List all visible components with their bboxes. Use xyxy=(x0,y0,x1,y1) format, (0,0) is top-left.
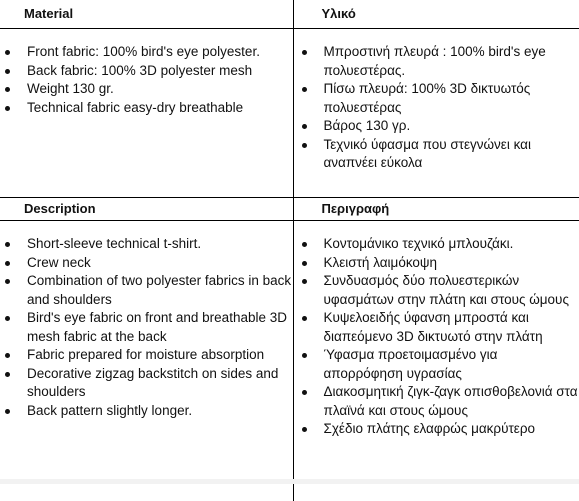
list-item: Bird's eye fabric on front and breathable 3D mesh fabric at the back xyxy=(0,309,293,346)
list-item: Συνδυασμός δύο πολυεστερικών υφασμάτων στην πλάτη και στους ώμους xyxy=(294,272,579,309)
list-item: Κλειστή λαιμόκοψη xyxy=(294,254,579,273)
material-cell-en xyxy=(0,29,293,198)
list-item: Βάρος 130 γρ. xyxy=(294,117,579,136)
list-item: Weight 130 gr. xyxy=(0,80,293,99)
list-item: Short-sleeve technical t-shirt. xyxy=(0,235,293,254)
list-item: Ύφασμα προετοιμασμένο για απορρόφηση υγρασίας xyxy=(294,346,579,383)
material-header-row xyxy=(0,0,579,29)
description-list-en xyxy=(0,235,293,420)
list-item: Διακοσμητική ζιγκ-ζαγκ οπισθοβελονιά στα πλαϊνά και στους ώμους xyxy=(294,383,579,420)
list-item: Back fabric: 100% 3D polyester mesh xyxy=(0,62,293,81)
material-list-gr xyxy=(294,43,579,173)
description-header-row xyxy=(0,198,579,221)
description-list-gr xyxy=(294,235,579,439)
list-item: Technical fabric easy-dry breathable xyxy=(0,99,293,118)
list-item: Fabric prepared for moisture absorption xyxy=(0,346,293,365)
list-item: Τεχνικό ύφασμα που στεγνώνει και αναπνέει εύκολα xyxy=(294,136,579,173)
list-item: Κυψελοειδής ύφανση μπροστά και διαπεόμενο 3D δικτυωτό στην πλάτη xyxy=(294,309,579,346)
page-bottom-edge xyxy=(0,479,579,484)
description-cell-en xyxy=(0,221,293,501)
list-item: Front fabric: 100% bird's eye polyester. xyxy=(0,43,293,62)
material-cell-gr xyxy=(293,29,579,198)
list-item: Σχέδιο πλάτης ελαφρώς μακρύτερο xyxy=(294,420,579,439)
material-list-en xyxy=(0,43,293,117)
list-item: Κοντομάνικο τεχνικό μπλουζάκι. xyxy=(294,235,579,254)
list-item: Decorative zigzag backstitch on sides and shoulders xyxy=(0,365,293,402)
description-header-gr: Περιγραφή xyxy=(293,198,579,221)
description-cell-gr xyxy=(293,221,579,501)
material-content-row xyxy=(0,29,579,198)
description-content-row xyxy=(0,221,579,501)
list-item: Crew neck xyxy=(0,254,293,273)
list-item: Πίσω πλευρά: 100% 3D δικτυωτός πολυεστέρας xyxy=(294,80,579,117)
list-item: Combination of two polyester fabrics in back and shoulders xyxy=(0,272,293,309)
material-header-en: Material xyxy=(0,0,293,29)
material-header-gr: Υλικό xyxy=(293,0,579,29)
list-item: Μπροστινή πλευρά : 100% bird's eye πολυεστέρας. xyxy=(294,43,579,80)
description-header-en: Description xyxy=(0,198,293,221)
list-item: Back pattern slightly longer. xyxy=(0,402,293,421)
